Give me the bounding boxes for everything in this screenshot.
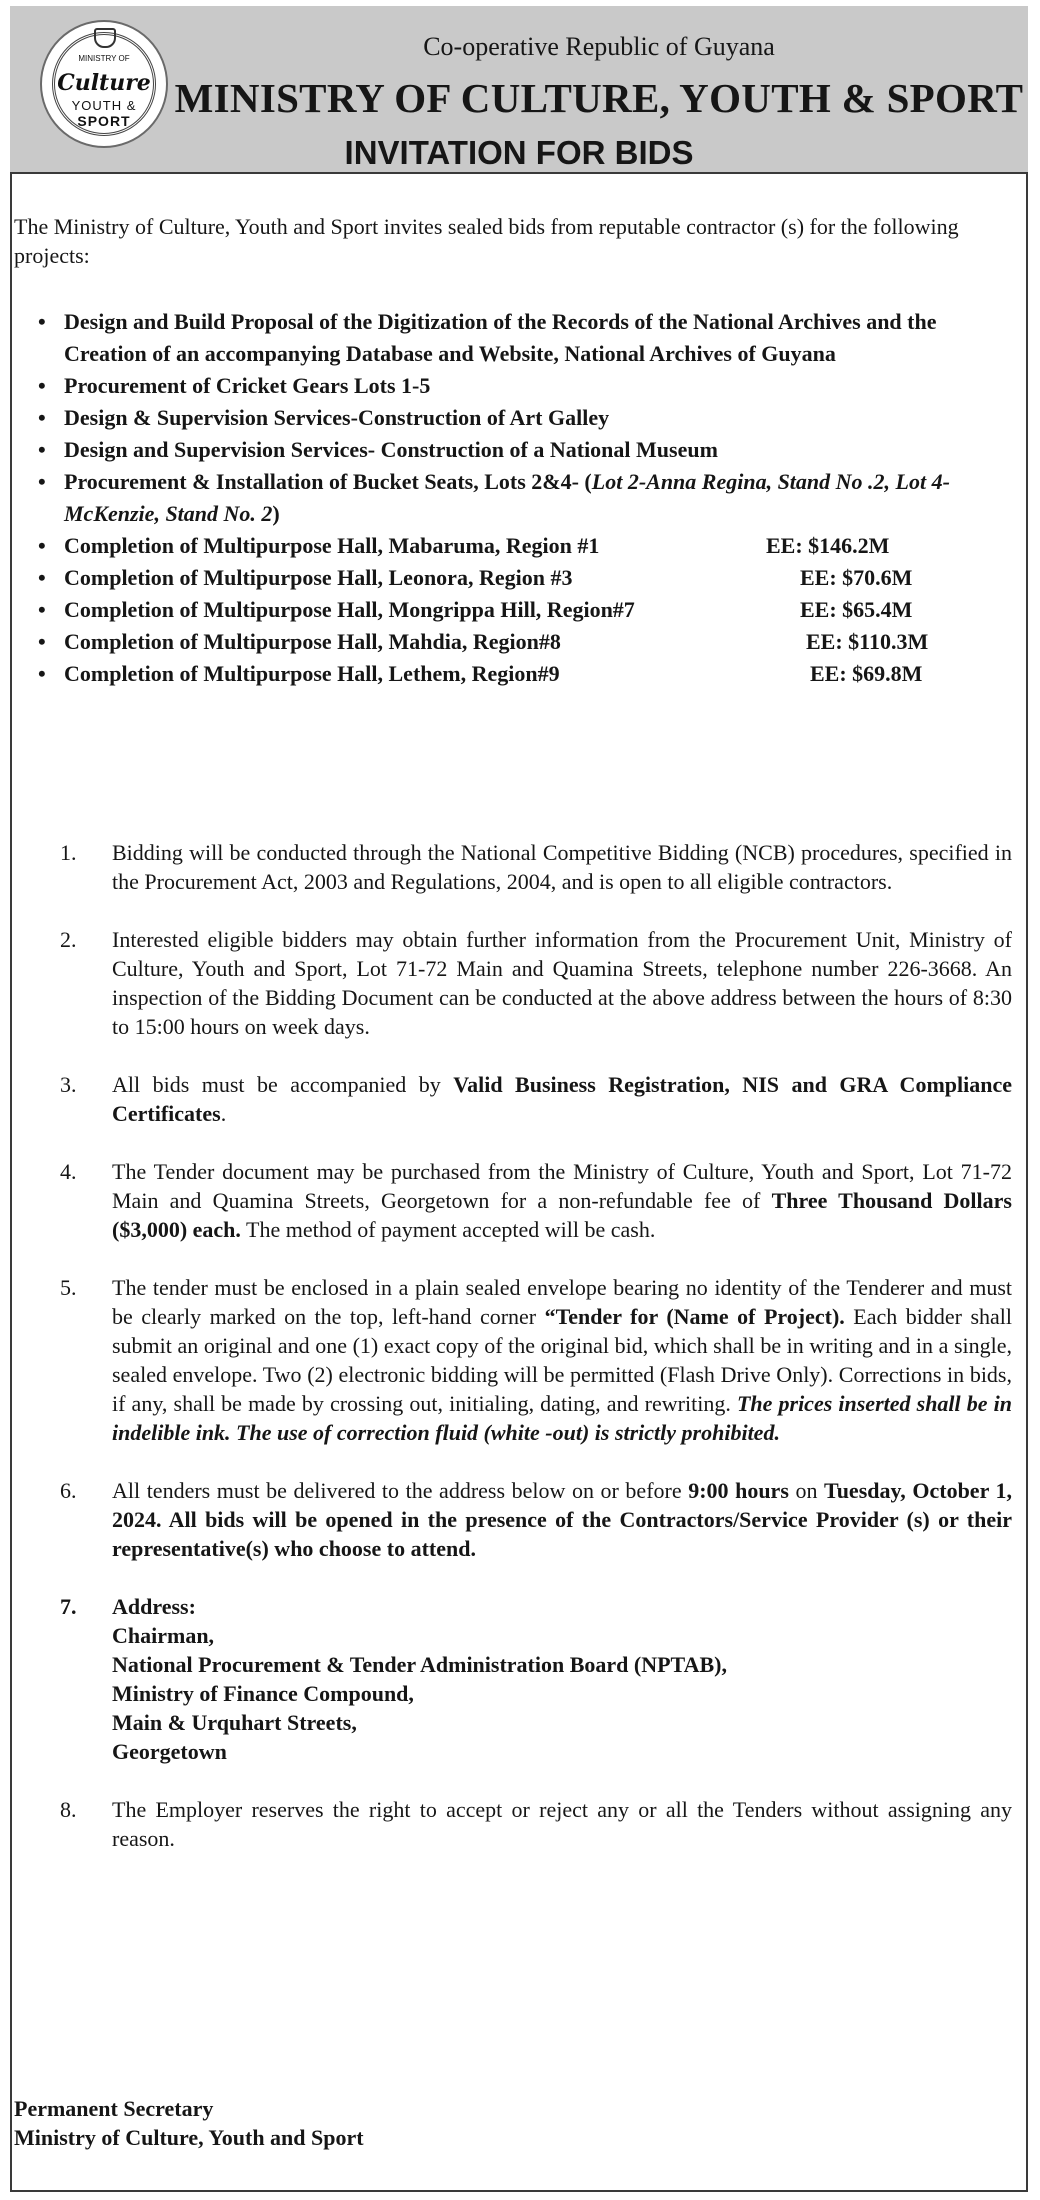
bullet-icon: • xyxy=(38,533,46,558)
term-number: 3. xyxy=(60,1072,77,1097)
signature-block xyxy=(14,2094,364,2152)
term-item: 8. The Employer reserves the right to accept or reject any or all the Tenders without assigning any reason. xyxy=(60,1797,1012,1851)
bullet-icon: • xyxy=(38,309,46,334)
term-item: 3. All bids must be accompanied by Valid Business Registration, NIS and GRA Compliance Certificates. xyxy=(60,1072,1012,1126)
bullet-icon: • xyxy=(38,629,46,654)
bullet-icon: • xyxy=(38,373,46,398)
signatory-organization: Ministry of Culture, Youth and Sport xyxy=(14,2125,364,2150)
logo-youth-text: YOUTH & xyxy=(71,98,137,113)
address-line: Georgetown xyxy=(112,1739,227,1764)
term-number: 5. xyxy=(60,1275,77,1300)
address-heading: Address: xyxy=(112,1594,196,1619)
list-item: • Design and Build Proposal of the Digitization of the Records of the National Archives and the Creation of an accompanying Database and Website, National Archives of Guyana xyxy=(14,306,1010,370)
signatory-title: Permanent Secretary xyxy=(14,2096,214,2121)
term-number: 2. xyxy=(60,927,77,952)
bullet-icon: • xyxy=(38,405,46,430)
term-item: 6. All tenders must be delivered to the address below on or before 9:00 hours on Tuesday, October 1, 2024. All bids will be opened in the presence of the Contractors/Service Provider (s) or their representative(s) who choose to attend. xyxy=(60,1478,1013,1561)
estimate-value: EE: $69.8M xyxy=(810,661,923,686)
crest-icon xyxy=(94,28,116,48)
list-item: • Design & Supervision Services-Construction of Art Galley xyxy=(14,402,1010,434)
logo-sport-text: SPORT xyxy=(77,113,131,129)
bullet-icon: • xyxy=(38,437,46,462)
address-line: National Procurement & Tender Administration Board (NPTAB), xyxy=(112,1652,727,1677)
term-item xyxy=(14,1592,1012,1766)
term-item: 2. Interested eligible bidders may obtain further information from the Procurement Unit, Ministry of Culture, Youth and Sport, Lot 71-72 Main and Quamina Streets, telephone number 226-3668. An inspection of the Bidding Document can be conducted at the above address between the hours of 8:30 to 15:00 hours on week days. xyxy=(60,927,1012,1039)
address-line: Chairman, xyxy=(112,1623,215,1648)
term-number: 4. xyxy=(60,1159,77,1184)
list-item: • Completion of Multipurpose Hall, Mabaruma, Region #1 EE: $146.2M xyxy=(14,530,1010,562)
notice-header xyxy=(10,6,1028,174)
estimate-value: EE: $146.2M xyxy=(766,533,890,558)
list-item: • Completion of Multipurpose Hall, Mongrippa Hill, Region#7 EE: $65.4M xyxy=(14,594,1010,626)
list-item: • Completion of Multipurpose Hall, Leonora, Region #3 EE: $70.6M xyxy=(14,562,1010,594)
address-line: Main & Urquhart Streets, xyxy=(112,1710,357,1735)
intro-paragraph: The Ministry of Culture, Youth and Sport invites sealed bids from reputable contractor (s) for the following projects: xyxy=(14,214,959,268)
ministry-name: MINISTRY OF CULTURE, YOUTH & SPORT xyxy=(174,75,1024,121)
term-item: 5. The tender must be enclosed in a plain sealed envelope bearing no identity of the Tenderer and must be clearly marked on the top, left-hand corner “Tender for (Name of Project). Each bidder shall submit an original and one (1) exact copy of the original bid, which shall be in writing and in a single, sealed envelope. Two (2) electronic bidding will be permitted (Flash Drive Only). Corrections in bids, if any, shall be made by crossing out, initialing, dating, and rewriting. The prices inserted shall be in indelible ink. The use of correction fluid (white -out) is strictly prohibited. xyxy=(60,1275,1012,1445)
ministry-logo xyxy=(40,20,168,148)
list-item: • Completion of Multipurpose Hall, Mahdia, Region#8 EE: $110.3M xyxy=(14,626,1010,658)
term-number: 1. xyxy=(60,840,77,865)
estimate-value: EE: $70.6M xyxy=(800,565,913,590)
term-number: 8. xyxy=(60,1797,77,1822)
term-item: 4. The Tender document may be purchased from the Ministry of Culture, Youth and Sport, Lot 71-72 Main and Quamina Streets, Georgetown for a non-refundable fee of Three Thousand Dollars ($3,000) each. The method of payment accepted will be cash. xyxy=(60,1159,1012,1242)
estimate-value: EE: $110.3M xyxy=(806,629,929,654)
list-item: • Procurement of Cricket Gears Lots 1-5 xyxy=(14,370,1010,402)
estimate-value: EE: $65.4M xyxy=(800,597,913,622)
logo-top-text: MINISTRY OF xyxy=(78,54,130,63)
bullet-icon: • xyxy=(38,565,46,590)
list-item: • Design and Supervision Services- Construction of a National Museum xyxy=(14,434,1010,466)
term-number: 7. xyxy=(60,1594,77,1619)
bullet-icon: • xyxy=(38,597,46,622)
term-number: 6. xyxy=(60,1478,77,1503)
page-title: INVITATION FOR BIDS xyxy=(344,134,694,171)
list-item: • Completion of Multipurpose Hall, Lethem, Region#9 EE: $69.8M xyxy=(14,658,1010,690)
terms-list xyxy=(14,838,1012,1882)
bullet-icon: • xyxy=(38,661,46,686)
country-name: Co-operative Republic of Guyana xyxy=(423,32,775,61)
address-line: Ministry of Finance Compound, xyxy=(112,1681,414,1706)
term-item: 1. Bidding will be conducted through the National Competitive Bidding (NCB) procedures, specified in the Procurement Act, 2003 and Regulations, 2004, and is open to all eligible contractors. xyxy=(60,840,1012,894)
bullet-icon: • xyxy=(38,469,46,494)
list-item: • Procurement & Installation of Bucket Seats, Lots 2&4- (Lot 2-Anna Regina, Stand No .2, Lot 4- McKenzie, Stand No. 2) xyxy=(14,466,1010,530)
project-list xyxy=(14,306,1010,690)
logo-culture-text: Culture xyxy=(57,70,151,96)
